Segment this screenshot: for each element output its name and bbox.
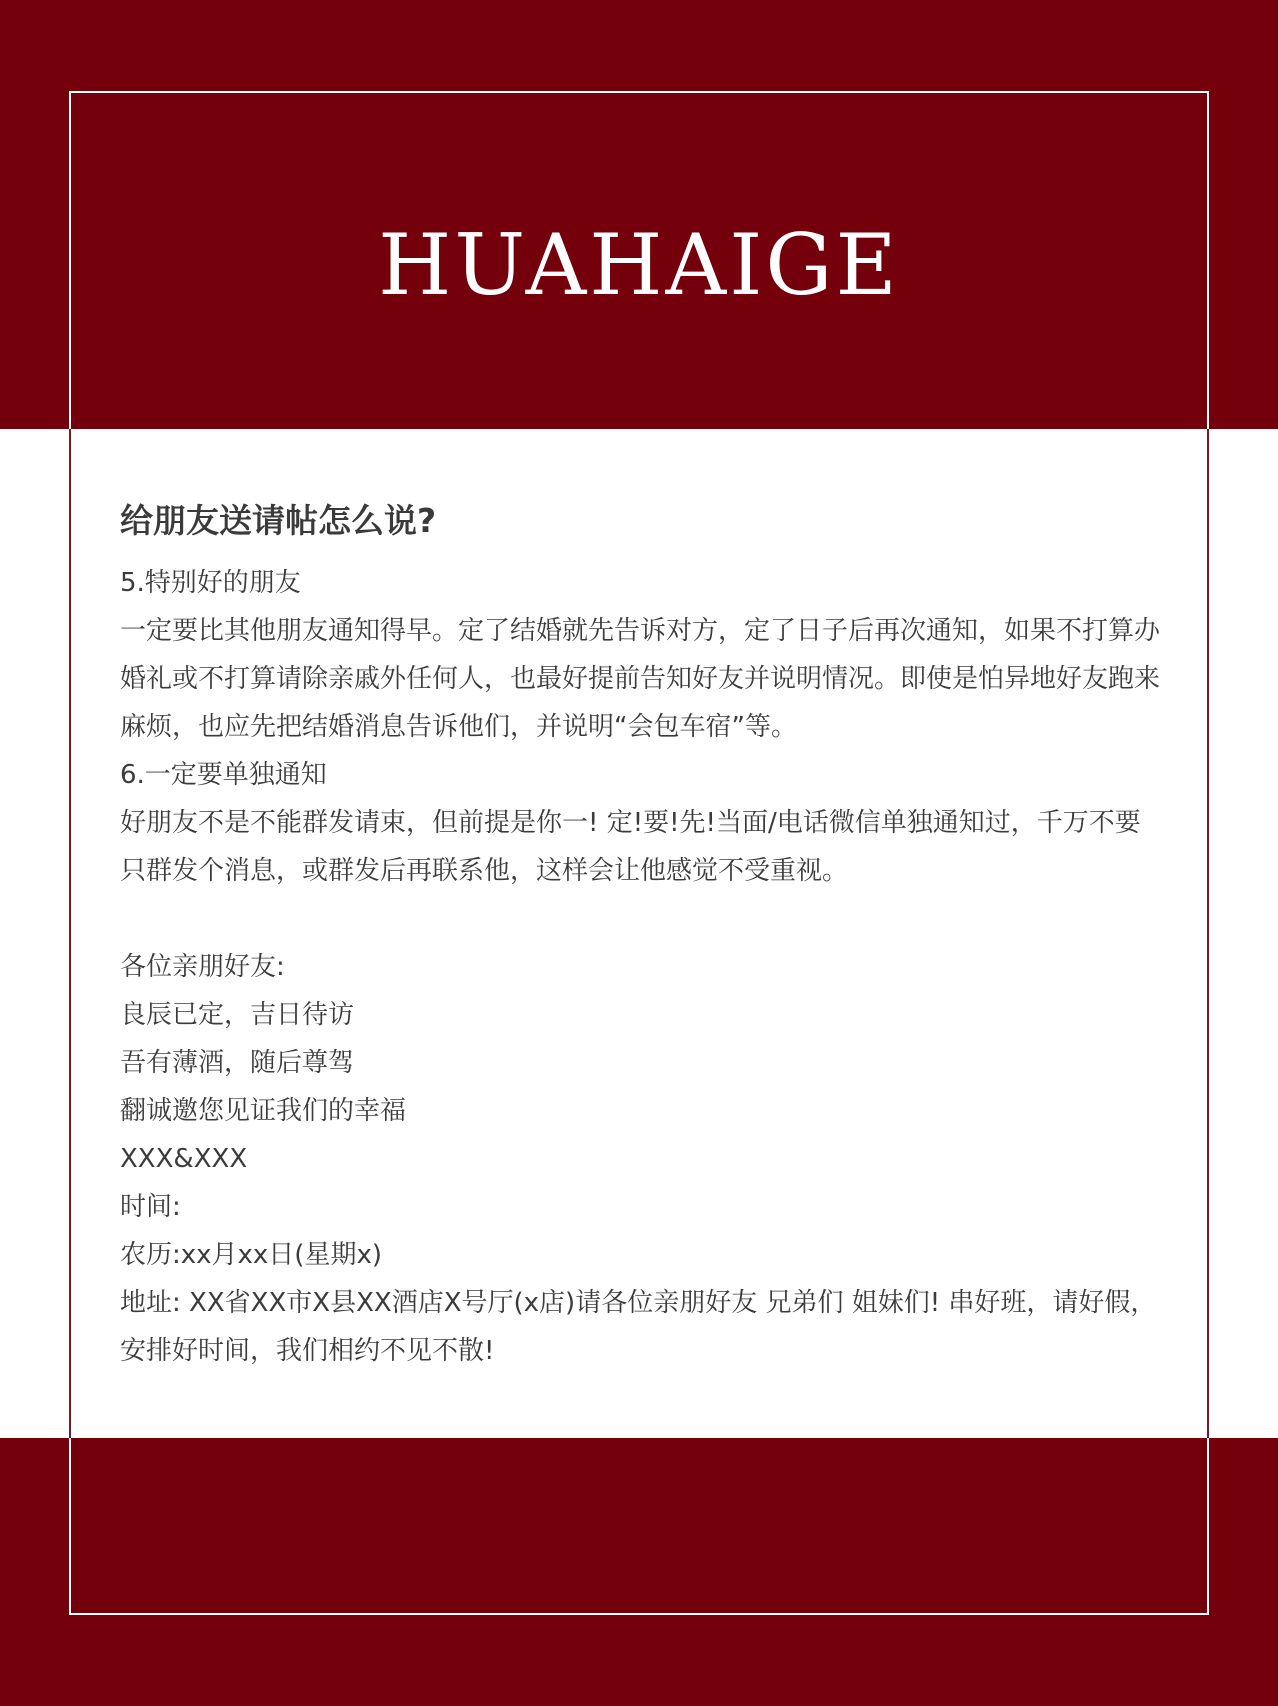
- lunar-date: 农历:xx月xx日(星期x): [120, 1240, 382, 1270]
- invitation-line-2: 吾有薄酒，随后尊驾: [120, 1048, 355, 1078]
- invitation-line-1: 良辰已定，吉日待访: [120, 1000, 355, 1030]
- section-title-5: 5.特别好的朋友: [120, 568, 301, 598]
- couple-names: XXX&XXX: [120, 1144, 248, 1174]
- address-text: 地址: XX省XX市X县XX酒店X号厅(x店)请各位亲朋好友 兄弟们 姐妹们! 串好班，请好假，安排好时间，我们相约不见不散!: [120, 1288, 1157, 1366]
- article-body: [120, 495, 1160, 1375]
- article-heading: 给朋友送请帖怎么说?: [120, 501, 437, 540]
- frame-left-line-bottom: [69, 1438, 71, 1614]
- spacer: [120, 895, 1160, 943]
- section-title-6: 6.一定要单独通知: [120, 760, 327, 790]
- frame-right-line-bottom: [1207, 1438, 1209, 1614]
- time-label: 时间:: [120, 1192, 181, 1222]
- section-text-6: 好朋友不是不能群发请束，但前提是你一! 定!要!先!当面/电话微信单独通知过，千万不要只群发个消息，或群发后再联系他，这样会让他感觉不受重视。: [120, 808, 1141, 886]
- frame-left-line-mid: [69, 429, 71, 1438]
- invitation-greeting: 各位亲朋好友:: [120, 952, 285, 982]
- section-text-5: 一定要比其他朋友通知得早。定了结婚就先告诉对方，定了日子后再次通知，如果不打算办婚礼或不打算请除亲戚外任何人，也最好提前告知好友并说明情况。即使是怕异地好友跑来麻烦，也应先把结婚消息告诉他们，并说明“会包车宿”等。: [120, 616, 1161, 742]
- bottom-red-band: [0, 1438, 1278, 1706]
- invitation-line-3: 翻诚邀您见证我们的幸福: [120, 1096, 407, 1126]
- brand-title: HUAHAIGE: [378, 216, 900, 314]
- frame-top-line: [69, 91, 1209, 93]
- frame-right-line-mid: [1207, 429, 1209, 1438]
- frame-bottom-line: [69, 1613, 1209, 1615]
